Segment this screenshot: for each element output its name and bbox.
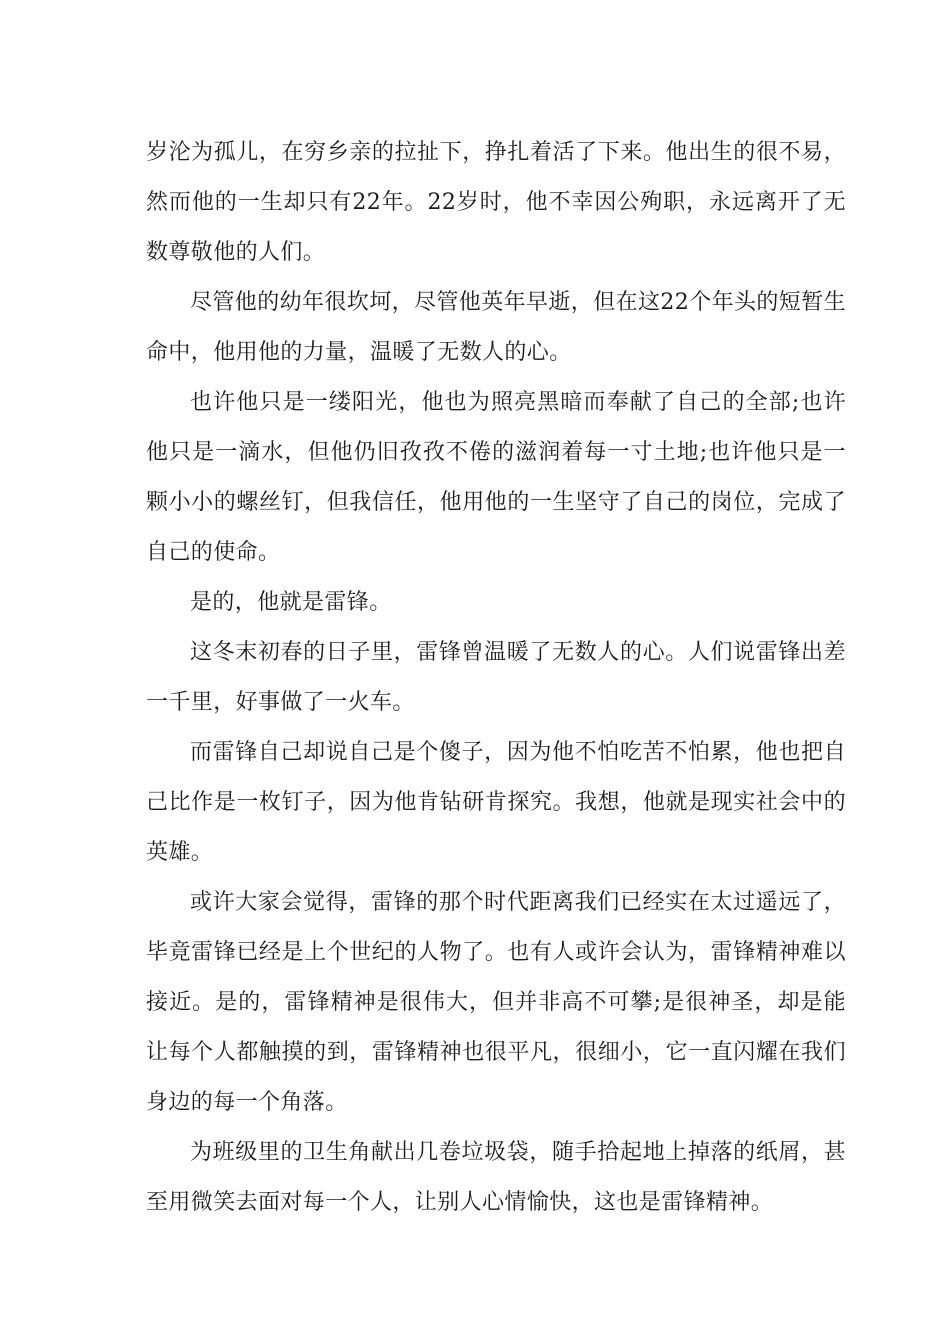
paragraph-continued: 岁沦为孤儿，在穷乡亲的拉扯下，挣扎着活了下来。他出生的很不易，然而他的一生却只有22年。22岁时，他不幸因公殉职，永远离开了无数尊敬他的人们。 [146,140,846,265]
paragraph: 是的，他就是雷锋。 [190,590,392,615]
paragraph: 这冬末初春的日子里，雷锋曾温暖了无数人的心。人们说雷锋出差一千里，好事做了一火车。 [146,640,846,715]
paragraph: 也许他只是一缕阳光，他也为照亮黑暗而奉献了自己的全部;也许他只是一滴水，但他仍旧孜孜不倦的滋润着每一寸土地;也许他只是一颗小小的螺丝钉，但我信任，他用他的一生坚守了自己的岗位，完成了自己的使命。 [146,390,846,565]
paragraph: 或许大家会觉得，雷锋的那个时代距离我们已经实在太过遥远了，毕竟雷锋已经是上个世纪的人物了。也有人或许会认为，雷锋精神难以接近。是的，雷锋精神是很伟大，但并非高不可攀;是很神圣，却是能让每个人都触摸的到，雷锋精神也很平凡，很细小，它一直闪耀在我们身边的每一个角落。 [146,890,846,1115]
paragraph: 为班级里的卫生角献出几卷垃圾袋，随手拾起地上掉落的纸屑，甚至用微笑去面对每一个人，让别人心情愉快，这也是雷锋精神。 [146,1140,846,1215]
document-body [146,128,846,1228]
paragraph: 而雷锋自己却说自己是个傻子，因为他不怕吃苦不怕累，他也把自己比作是一枚钉子，因为他肯钻研肯探究。我想，他就是现实社会中的英雄。 [146,740,846,865]
paragraph: 尽管他的幼年很坎坷，尽管他英年早逝，但在这22个年头的短暂生命中，他用他的力量，温暖了无数人的心。 [146,290,846,365]
